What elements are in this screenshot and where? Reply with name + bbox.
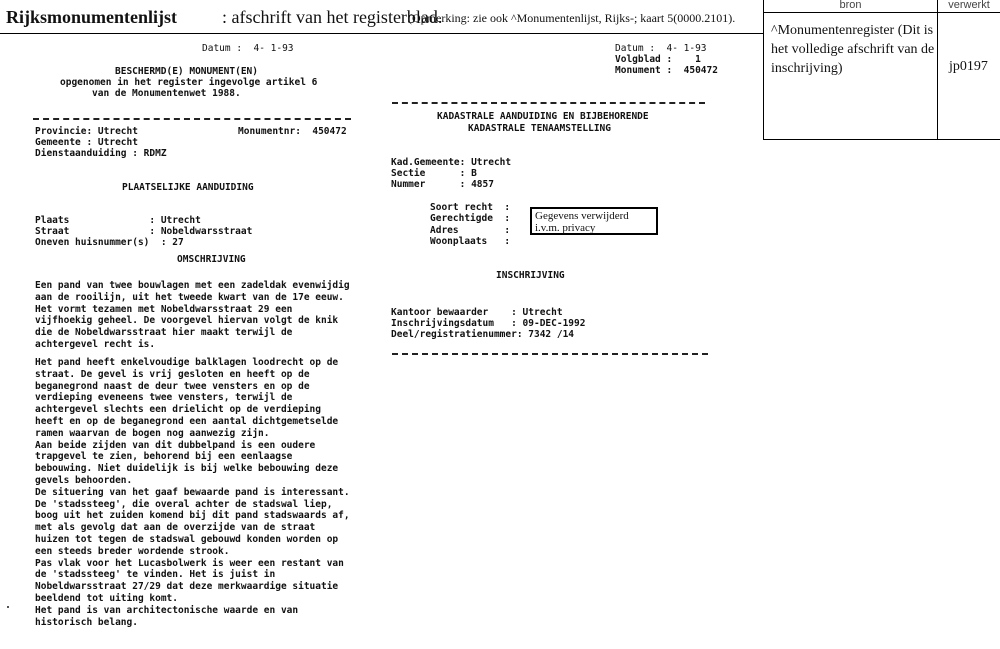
- monumentnr-field: Monumentnr: 450472: [238, 126, 347, 137]
- gemeente-field: Gemeente : Utrecht: [35, 137, 138, 148]
- left-heading-1: BESCHERMD(E) MONUMENT(EN): [115, 66, 258, 77]
- sectie-field: Sectie : B: [391, 168, 477, 179]
- header-subtitle: : afschrift van het registerblad.: [222, 7, 443, 27]
- dienstaanduiding-field: Dienstaanduiding : RDMZ: [35, 148, 167, 159]
- volgblad-field: Volgblad : 1: [615, 54, 701, 65]
- metadata-table: [763, 0, 1000, 140]
- right-divider-top: [392, 102, 705, 104]
- plaatselijke-aanduiding-heading: PLAATSELIJKE AANDUIDING: [122, 182, 254, 193]
- description-paragraph-3: Het pand is van architectonische waarde en van historisch belang.: [35, 605, 299, 628]
- soort-recht-field: Soort recht :: [430, 202, 511, 213]
- description-paragraph-1: Een pand van twee bouwlagen met een zadeldak evenwijdig aan de rooilijn, uit het tweede kwart van de 17e eeuw. Het vormt tezamen met Nobeldwarsstraat 29 een vijfhoekig geheel. De voorgevel hiervan volgt de knik die de Nobeldwarsstraat hier maakt terwijl de achtergevel recht is.: [35, 280, 350, 350]
- kadastrale-heading-1: KADASTRALE AANDUIDING EN BIJBEHORENDE: [437, 111, 649, 122]
- privacy-redaction-box: Gegevens verwijderd i.v.m. privacy: [530, 207, 658, 235]
- adres-field: Adres :: [430, 225, 511, 236]
- woonplaats-field: Woonplaats :: [430, 236, 511, 247]
- header-title: Rijksmonumentenlijst: [6, 7, 178, 27]
- plaats-field: Plaats : Utrecht: [35, 215, 201, 226]
- monument-field: Monument : 450472: [615, 65, 718, 76]
- nummer-field: Nummer : 4857: [391, 179, 494, 190]
- kad-gemeente-field: Kad.Gemeente: Utrecht: [391, 157, 512, 168]
- scan-speck: [7, 606, 9, 608]
- deel-registratienummer-field: Deel/registratienummer: 7342 /14: [391, 329, 575, 340]
- right-datum: Datum : 4- 1-93: [615, 43, 707, 54]
- bron-value: ^Monumentenregister (Dit is het volledige afschrift van de inschrijving): [771, 23, 935, 76]
- kantoor-bewaarder-field: Kantoor bewaarder : Utrecht: [391, 307, 563, 318]
- huisnummer-field: Oneven huisnummer(s) : 27: [35, 237, 184, 248]
- omschrijving-heading: OMSCHRIJVING: [177, 254, 246, 265]
- metadata-header-row: [764, 0, 1000, 13]
- column-divider: [937, 0, 938, 140]
- page-header: [0, 0, 763, 34]
- kadastrale-heading-2: KADASTRALE TENAAMSTELLING: [468, 123, 611, 134]
- left-heading-2: opgenomen in het register ingevolge artikel 6: [60, 77, 318, 88]
- straat-field: Straat : Nobeldwarsstraat: [35, 226, 253, 237]
- gerechtigde-field: Gerechtigde :: [430, 213, 511, 224]
- verwerkt-header: verwerkt: [948, 0, 990, 11]
- provincie-field: Provincie: Utrecht: [35, 126, 138, 137]
- inschrijvingsdatum-field: Inschrijvingsdatum : 09-DEC-1992: [391, 318, 586, 329]
- header-note: (Opmerking: zie ook ^Monumentenlijst, Rijks-; kaart 5(0000.2101).: [408, 11, 736, 25]
- description-paragraph-2: Het pand heeft enkelvoudige balklagen loodrecht op de straat. De gevel is vrij gesloten en heeft op de beganegrond naast de deur twee vensters en op de verdieping eveneens twee vensters, terwijl de achtergevel slechts een drielicht op de verdieping heeft en op de beganegrond een aantal dichtgemetselde ramen waarvan de bogen nog aanwezig zijn. Aan beide zijden van dit dubbelpand is een oudere trapgevel te zien, behorend bij een eenlaagse bebouwing. Niet duidelijk is bij welke bebouwing deze gevels behoorden. De situering van het gaaf bewaarde pand is interessant. De 'stadssteeg', die overal achter de stadswal liep, boog uit het zuiden komend bij dit pand stadswaards af, met als gevolg dat aan de overzijde van de straat huizen tot tegen de stadswal gebouwd konden worden op een steeds breder wordende strook. Pas vlak voor het Lucasbolwerk is weer een restant van de 'stadssteeg' te vinden. Het is juist in Nobeldwarsstraat 27/29 dat deze merkwaardige situatie beeldend tot uiting komt.: [35, 357, 350, 604]
- inschrijving-heading: INSCHRIJVING: [496, 270, 565, 281]
- left-divider: [33, 118, 351, 120]
- right-divider-bottom: [392, 353, 708, 355]
- left-datum: Datum : 4- 1-93: [202, 43, 294, 54]
- left-heading-3: van de Monumentenwet 1988.: [92, 88, 241, 99]
- bron-header: bron: [839, 0, 862, 11]
- verwerkt-value: jp0197: [949, 59, 988, 74]
